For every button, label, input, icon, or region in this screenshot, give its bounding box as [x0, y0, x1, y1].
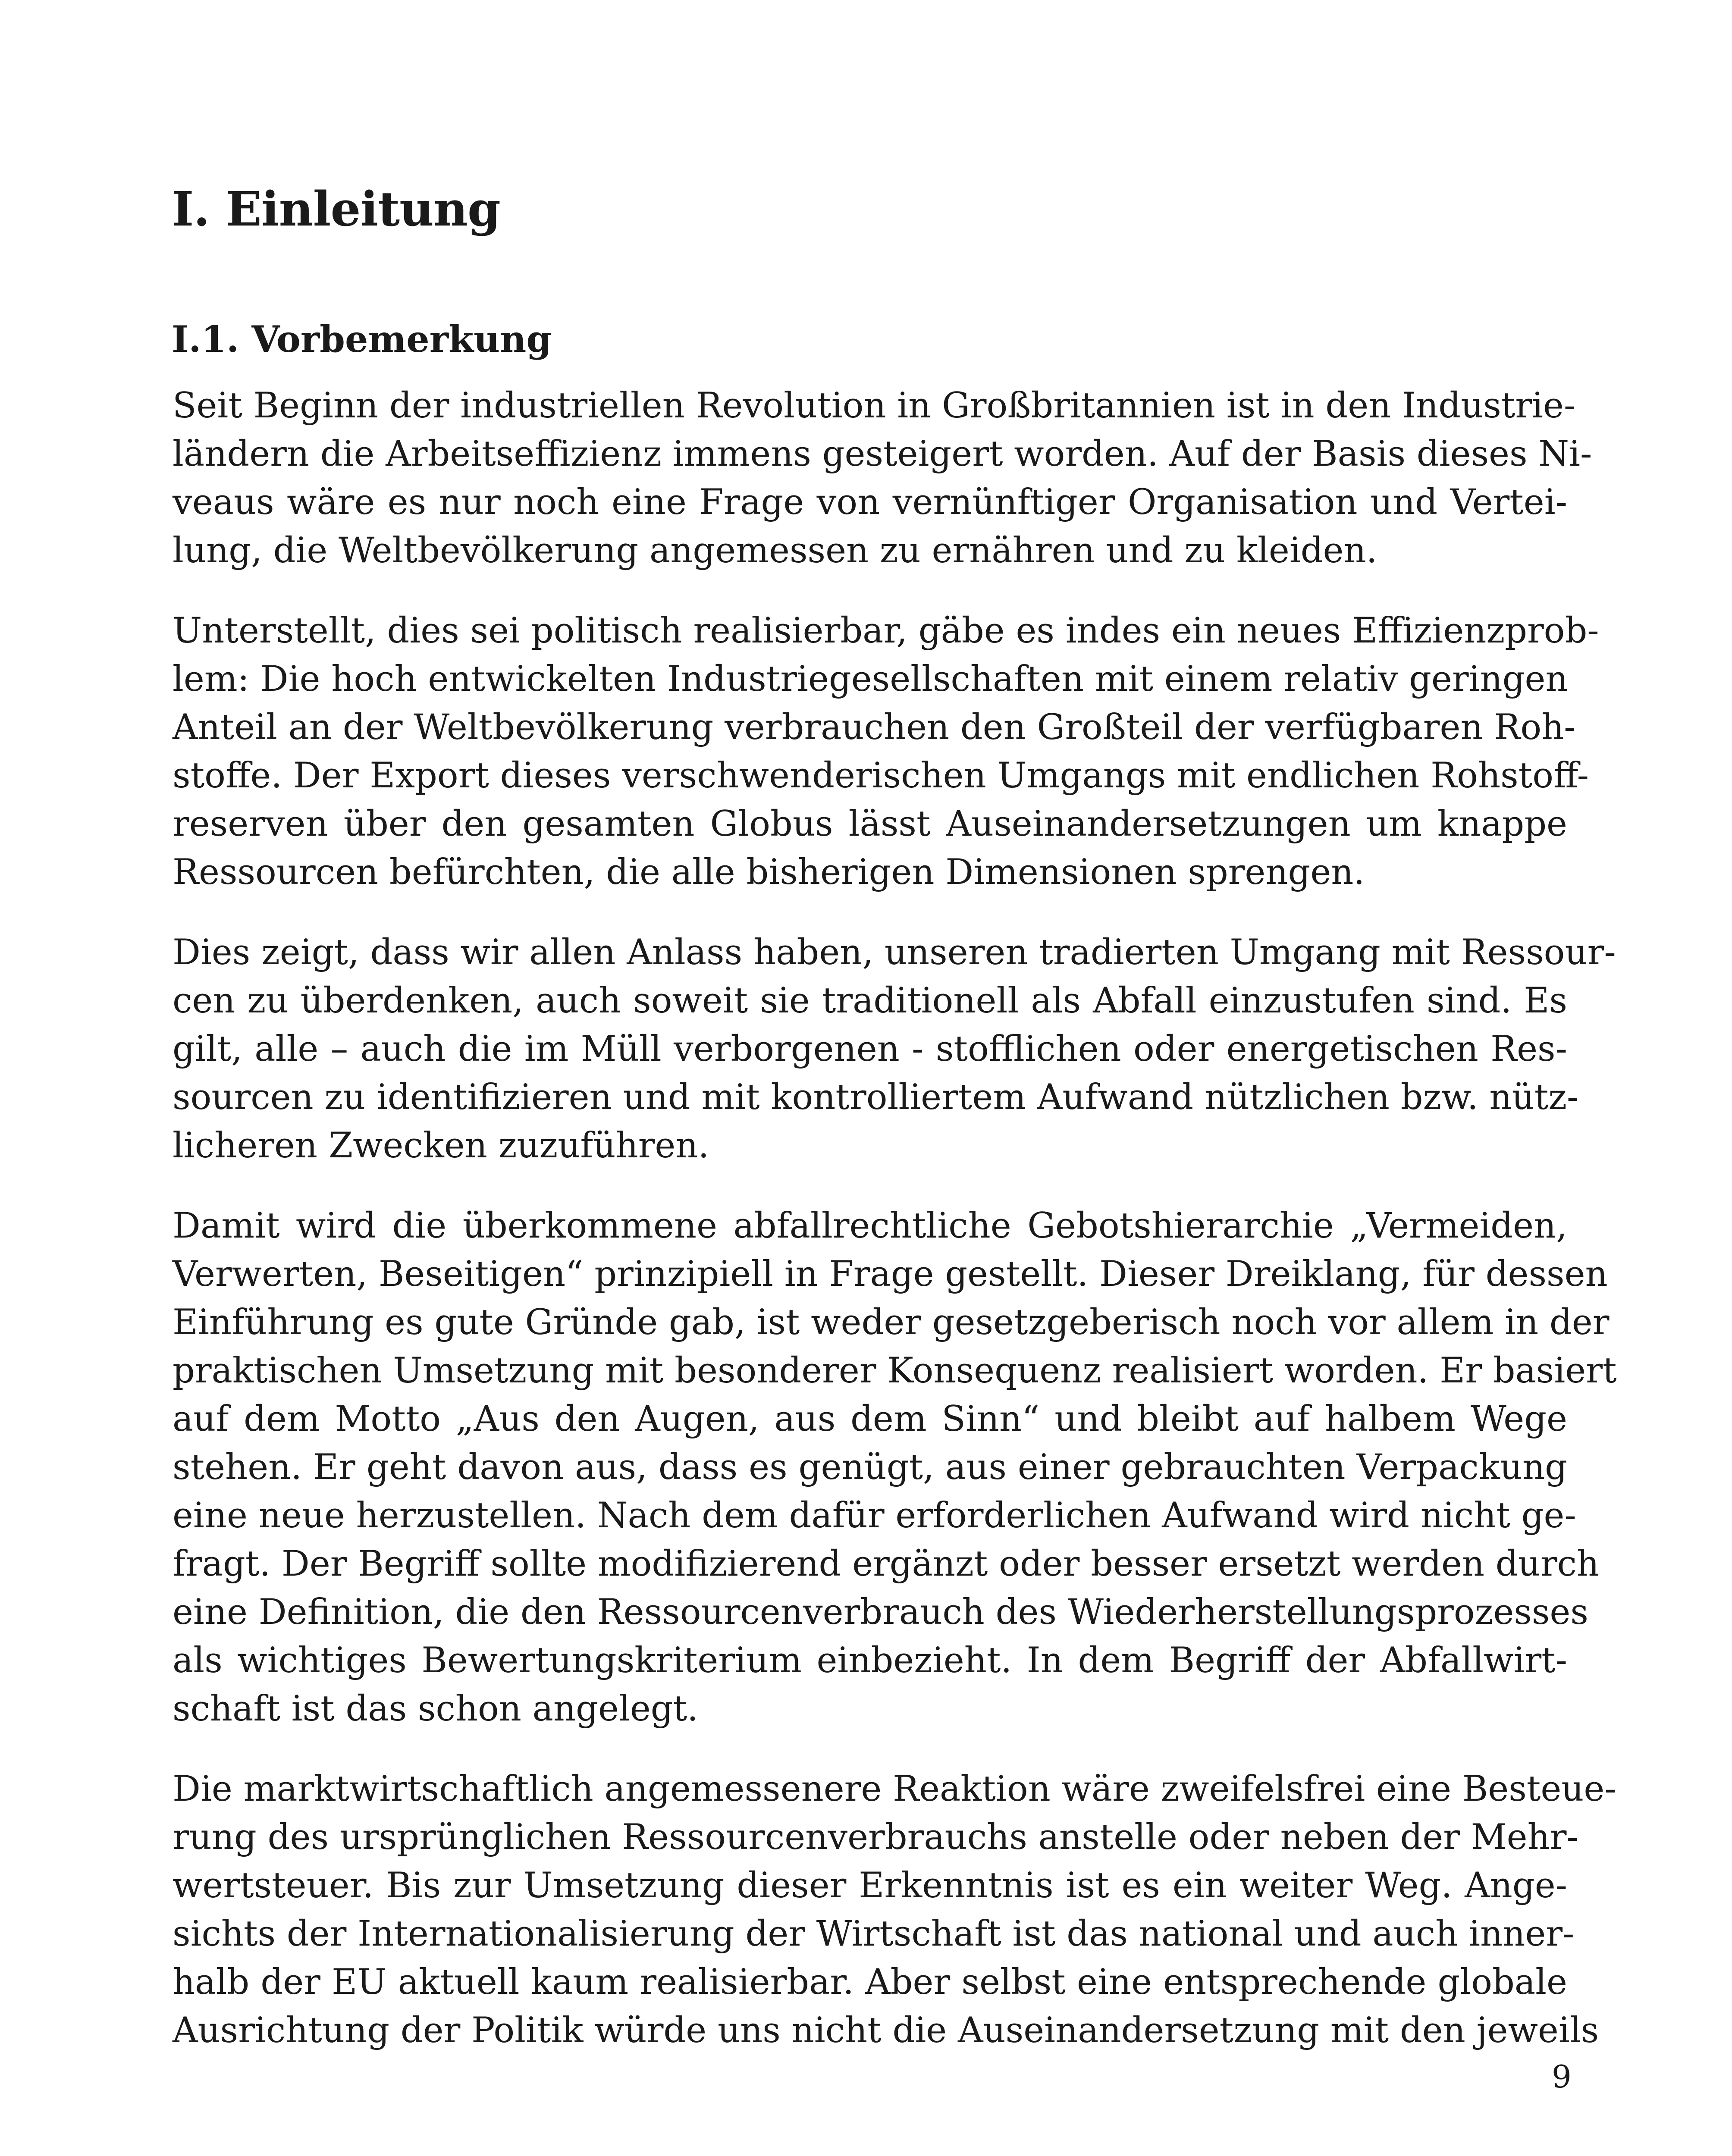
text-line: ländern die Arbeitseffizienz immens gesteigert worden. Auf der Basis dieses Ni-: [173, 434, 1592, 474]
text-line: fragt. Der Begriff sollte modifizierend ergänzt oder besser ersetzt werden durch: [173, 1544, 1600, 1584]
paragraph: [173, 1765, 1616, 2055]
text-line: reserven über den gesamten Globus lässt Auseinandersetzungen um knappe: [173, 804, 1567, 844]
paragraph: [173, 1202, 1617, 1733]
text-line: als wichtiges Bewertungskriterium einbezieht. In dem Begriff der Abfallwirt-: [173, 1640, 1567, 1681]
text-line: licheren Zwecken zuzuführen.: [173, 1125, 709, 1166]
text-line: stoffe. Der Export dieses verschwenderischen Umgangs mit endlichen Rohstoff-: [173, 755, 1589, 796]
text-line: rung des ursprünglichen Ressourcenverbrauchs anstelle oder neben der Mehr-: [173, 1817, 1578, 1858]
text-line: lung, die Weltbevölkerung angemessen zu ernähren und zu kleiden.: [173, 530, 1377, 571]
text-line: cen zu überdenken, auch soweit sie traditionell als Abfall einzustufen sind. Es: [173, 981, 1567, 1021]
text-line: Anteil an der Weltbevölkerung verbrauchen den Großteil der verfügbaren Roh-: [173, 707, 1576, 748]
text-line: Einführung es gute Gründe gab, ist weder gesetzgeberisch noch vor allem in der: [173, 1302, 1610, 1343]
text-line: veaus wäre es nur noch eine Frage von vernünftiger Organisation und Vertei-: [173, 482, 1567, 523]
text-line: Dies zeigt, dass wir allen Anlass haben, unseren tradierten Umgang mit Ressour-: [173, 932, 1616, 973]
text-line: Verwerten, Beseitigen“ prinzipiell in Frage gestellt. Dieser Dreiklang, für dessen: [173, 1254, 1608, 1294]
text-line: Unterstellt, dies sei politisch realisierbar, gäbe es indes ein neues Effizienzprob-: [173, 611, 1599, 651]
text-line: Ressourcen befürchten, die alle bisherigen Dimensionen sprengen.: [173, 852, 1365, 893]
body-text: [173, 382, 1617, 2087]
text-line: Seit Beginn der industriellen Revolution in Großbritannien ist in den Industrie-: [173, 385, 1576, 426]
paragraph: [173, 382, 1592, 575]
text-line: sourcen zu identifizieren und mit kontrolliertem Aufwand nützlichen bzw. nütz-: [173, 1077, 1579, 1118]
text-line: Ausrichtung der Politik würde uns nicht die Auseinandersetzung mit den jeweils: [173, 2010, 1599, 2051]
text-line: Die marktwirtschaftlich angemessenere Reaktion wäre zweifelsfrei eine Besteue-: [173, 1769, 1616, 1809]
text-line: wertsteuer. Bis zur Umsetzung dieser Erkenntnis ist es ein weiter Weg. Ange-: [173, 1865, 1567, 1906]
page-number: 9: [1552, 2059, 1572, 2095]
text-line: sichts der Internationalisierung der Wirtschaft ist das national und auch inner-: [173, 1914, 1575, 1954]
text-line: eine neue herzustellen. Nach dem dafür erforderlichen Aufwand wird nicht ge-: [173, 1495, 1576, 1536]
paragraph: [173, 607, 1599, 896]
text-line: halb der EU aktuell kaum realisierbar. Aber selbst eine entsprechende globale: [173, 1962, 1567, 2002]
text-line: auf dem Motto „Aus den Augen, aus dem Sinn“ und bleibt auf halbem Wege: [173, 1399, 1567, 1439]
text-line: stehen. Er geht davon aus, dass es genügt, aus einer gebrauchten Verpackung: [173, 1447, 1567, 1488]
text-line: eine Definition, die den Ressourcenverbrauch des Wiederherstellungsprozesses: [173, 1592, 1588, 1633]
text-line: praktischen Umsetzung mit besonderer Konsequenz realisiert worden. Er basiert: [173, 1351, 1617, 1391]
section-title: I.1. Vorbemerkung: [172, 318, 552, 360]
text-line: Damit wird die überkommene abfallrechtliche Gebotshierarchie „Vermeiden,: [173, 1206, 1567, 1246]
text-line: gilt, alle – auch die im Müll verborgenen - stofflichen oder energetischen Res-: [173, 1029, 1567, 1069]
text-line: schaft ist das schon angelegt.: [173, 1689, 698, 1729]
chapter-title: I. Einleitung: [172, 181, 500, 237]
paragraph: [173, 928, 1616, 1170]
text-line: lem: Die hoch entwickelten Industriegesellschaften mit einem relativ geringen: [173, 659, 1568, 699]
